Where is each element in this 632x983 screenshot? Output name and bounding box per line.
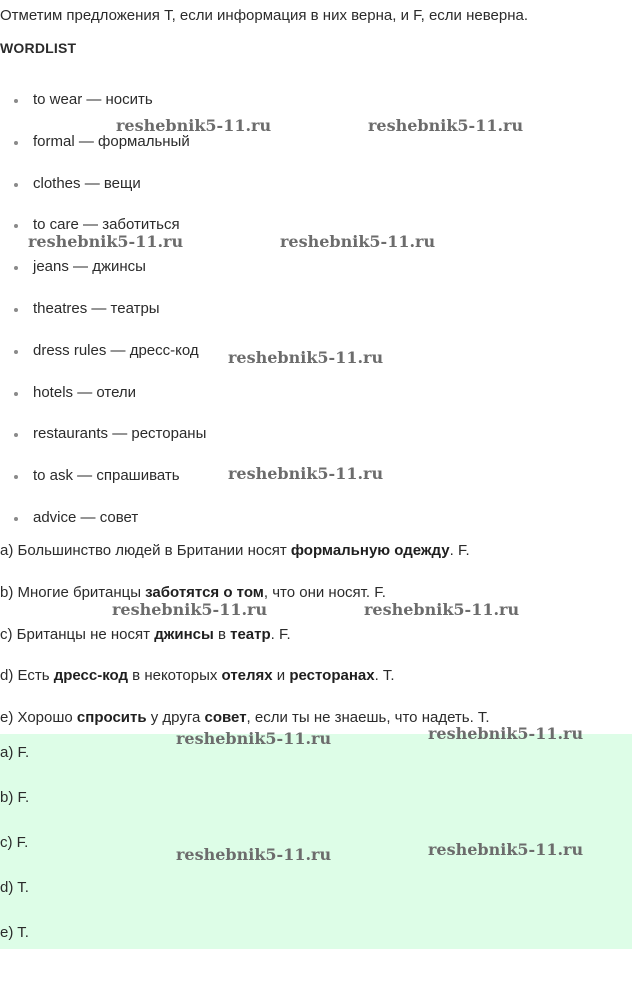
wordlist-item bbox=[0, 299, 206, 341]
wordlist-item-text: formal — формальный bbox=[33, 132, 190, 150]
bullet-icon bbox=[14, 350, 18, 354]
answer-c: c) F. bbox=[0, 834, 29, 851]
statement-text: d) Есть bbox=[0, 667, 54, 685]
statement-text: . T. bbox=[374, 667, 395, 685]
wordlist-item-text: dress rules — дресс-код bbox=[33, 341, 199, 359]
statement-text: c) Британцы не носят bbox=[0, 625, 155, 643]
bullet-icon bbox=[14, 141, 18, 145]
statements bbox=[0, 541, 490, 750]
answers bbox=[0, 743, 29, 968]
watermark: reshebnik5-11.ru bbox=[176, 845, 332, 864]
statement-keyword: формальную одежду bbox=[290, 542, 450, 559]
statement-a bbox=[0, 541, 490, 583]
wordlist-item bbox=[0, 174, 206, 216]
answer-b: b) F. bbox=[0, 789, 30, 806]
statement-d bbox=[0, 666, 490, 708]
bullet-icon bbox=[14, 392, 18, 396]
wordlist-item-text: hotels — отели bbox=[33, 383, 137, 401]
watermark: reshebnik5-11.ru bbox=[428, 840, 584, 859]
statement-text: и bbox=[272, 667, 290, 685]
wordlist-item bbox=[0, 466, 206, 508]
answer-a: a) F. bbox=[0, 744, 30, 761]
wordlist-item-text: clothes — вещи bbox=[33, 174, 141, 192]
statement-c bbox=[0, 625, 490, 667]
watermark: reshebnik5-11.ru bbox=[280, 232, 436, 251]
statement-text: . F. bbox=[449, 542, 470, 559]
statement-keyword: спросить bbox=[76, 709, 147, 727]
wordlist-item-text: jeans — джинсы bbox=[33, 258, 146, 276]
wordlist-item bbox=[0, 383, 206, 425]
statement-keyword: театр bbox=[230, 625, 271, 643]
statement-keyword: джинсы bbox=[154, 625, 214, 643]
statement-text: в bbox=[213, 625, 231, 643]
statement-text: , если ты не знаешь, что надеть. T. bbox=[246, 709, 490, 727]
bullet-icon bbox=[14, 475, 18, 479]
wordlist-item-text: restaurants — рестораны bbox=[33, 425, 207, 443]
wordlist-item-text: theatres — театры bbox=[33, 299, 160, 317]
bullet-icon bbox=[14, 183, 18, 187]
statement-text: в некоторых bbox=[128, 667, 222, 685]
statement-text: , что они носят. F. bbox=[263, 583, 386, 601]
watermark: reshebnik5-11.ru bbox=[28, 232, 184, 251]
statement-text: у друга bbox=[146, 709, 205, 727]
wordlist-item-text: to care — заботиться bbox=[33, 216, 180, 234]
wordlist-heading: WORDLIST bbox=[0, 40, 77, 56]
watermark: reshebnik5-11.ru bbox=[228, 348, 384, 367]
statement-text: b) Многие британцы bbox=[0, 583, 146, 601]
wordlist-item-text: advice — совет bbox=[33, 508, 139, 526]
answer-d: d) T. bbox=[0, 879, 29, 896]
watermark: reshebnik5-11.ru bbox=[428, 724, 584, 743]
bullet-icon bbox=[14, 266, 18, 270]
bullet-icon bbox=[14, 99, 18, 103]
statement-text: . F. bbox=[270, 625, 291, 643]
bullet-icon bbox=[14, 224, 18, 228]
statement-keyword: отелях bbox=[221, 667, 273, 685]
watermark: reshebnik5-11.ru bbox=[116, 116, 272, 135]
watermark: reshebnik5-11.ru bbox=[176, 729, 332, 748]
wordlist-item-text: to ask — спрашивать bbox=[33, 467, 180, 485]
wordlist bbox=[0, 90, 206, 550]
statement-keyword: заботятся о том bbox=[145, 583, 264, 601]
statement-text: e) Хорошо bbox=[0, 709, 77, 727]
statement-keyword: совет bbox=[204, 709, 247, 727]
intro-text: Отметим предложения T, если информация в них верна, и F, если неверна. bbox=[0, 7, 528, 24]
bullet-icon bbox=[14, 433, 18, 437]
watermark: reshebnik5-11.ru bbox=[112, 600, 268, 619]
bullet-icon bbox=[14, 517, 18, 521]
watermark: reshebnik5-11.ru bbox=[364, 600, 520, 619]
answer-e: e) T. bbox=[0, 924, 29, 941]
wordlist-item bbox=[0, 341, 206, 383]
wordlist-item bbox=[0, 132, 206, 174]
wordlist-item-text: to wear — носить bbox=[33, 91, 153, 108]
wordlist-item bbox=[0, 257, 206, 299]
watermark: reshebnik5-11.ru bbox=[368, 116, 524, 135]
bullet-icon bbox=[14, 308, 18, 312]
watermark: reshebnik5-11.ru bbox=[228, 464, 384, 483]
wordlist-item bbox=[0, 424, 206, 466]
statement-keyword: ресторанах bbox=[289, 667, 375, 685]
statement-keyword: дресс-код bbox=[53, 667, 129, 685]
statement-text: a) Большинство людей в Британии носят bbox=[0, 542, 291, 559]
